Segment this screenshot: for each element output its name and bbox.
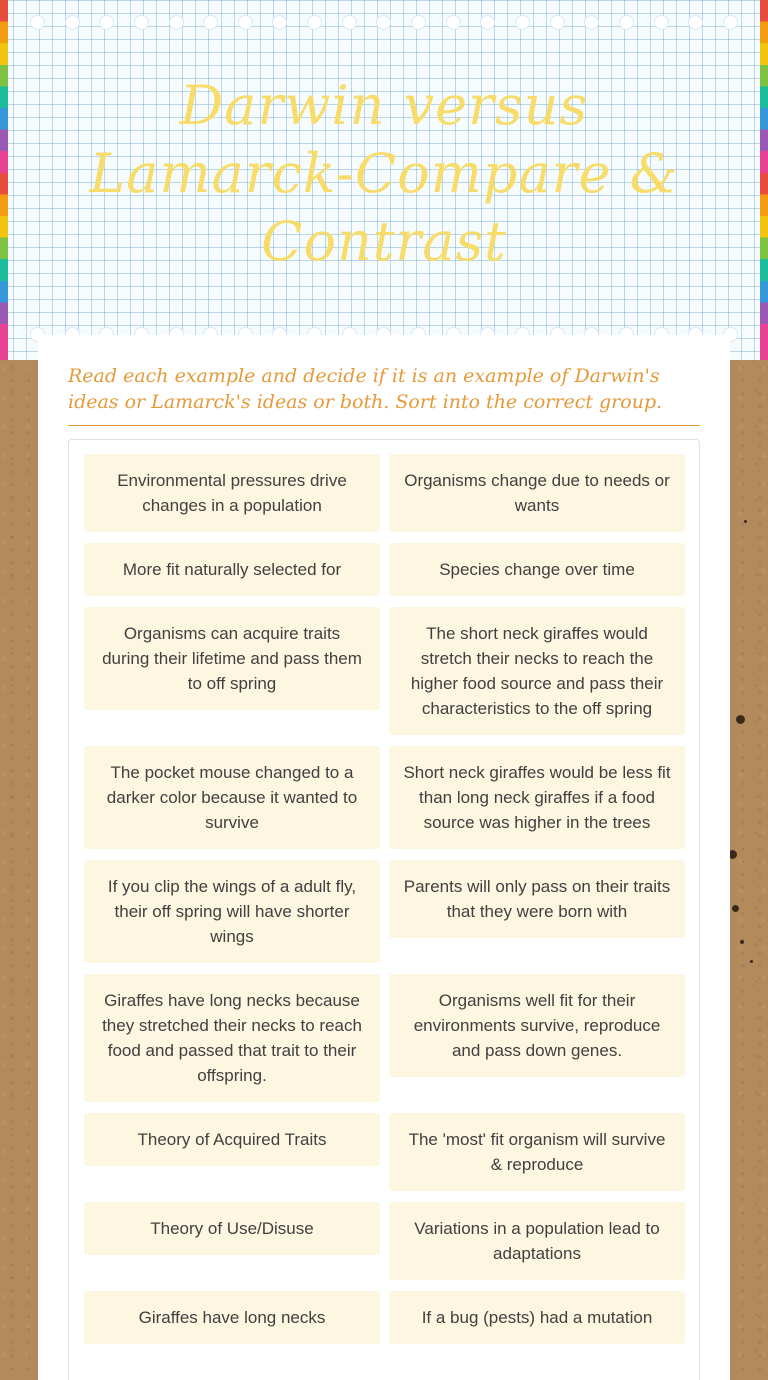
punch-hole [342, 15, 357, 30]
sort-item-tile[interactable]: If a bug (pests) had a mutation [389, 1291, 685, 1344]
sort-item-tile[interactable]: If you clip the wings of a adult fly, their off spring will have shorter wings [84, 860, 380, 963]
sort-item-tile[interactable]: Variations in a population lead to adaptations [389, 1202, 685, 1280]
worksheet-card [38, 335, 730, 1380]
sort-item-tile[interactable]: Organisms well fit for their environments survive, reproduce and pass down genes. [389, 974, 685, 1077]
sort-item-bank [68, 439, 700, 1380]
punch-hole [411, 15, 426, 30]
sort-item-tile[interactable]: Parents will only pass on their traits that they were born with [389, 860, 685, 938]
punch-hole [584, 15, 599, 30]
punch-hole [307, 15, 322, 30]
sort-item-tile[interactable]: Giraffes have long necks because they stretched their necks to reach food and passed that trait to their offspring. [84, 974, 380, 1102]
punch-holes-top [30, 15, 738, 31]
rainbow-border-left [0, 0, 8, 360]
background-speck [736, 715, 745, 724]
background-speck [750, 960, 753, 963]
punch-hole [376, 15, 391, 30]
page-title: Darwin versus Lamarck-Compare & Contrast [89, 74, 679, 273]
instructions-text: Read each example and decide if it is an example of Darwin's ideas or Lamarck's ideas or both. Sort into the correct group. [68, 363, 700, 426]
sort-item-tile[interactable]: Environmental pressures drive changes in a population [84, 454, 380, 532]
background-speck [732, 905, 739, 912]
sort-item-tile[interactable]: Short neck giraffes would be less fit than long neck giraffes if a food source was higher in the trees [389, 746, 685, 849]
punch-hole [65, 15, 80, 30]
sort-item-tile[interactable]: More fit naturally selected for [84, 543, 380, 596]
punch-hole [134, 15, 149, 30]
sort-item-tile[interactable]: Theory of Use/Disuse [84, 1202, 380, 1255]
sort-item-tile[interactable]: The short neck giraffes would stretch their necks to reach the higher food source and pass their characteristics to the off spring [389, 607, 685, 735]
punch-hole [99, 15, 114, 30]
sort-item-tile[interactable]: Theory of Acquired Traits [84, 1113, 380, 1166]
punch-hole [515, 15, 530, 30]
sort-item-tile[interactable]: Organisms can acquire traits during their lifetime and pass them to off spring [84, 607, 380, 710]
rainbow-border-right [760, 0, 768, 360]
sort-item-tile[interactable]: The pocket mouse changed to a darker color because it wanted to survive [84, 746, 380, 849]
punch-hole [30, 15, 45, 30]
sort-item-tile[interactable]: Giraffes have long necks [84, 1291, 380, 1344]
sort-item-tile[interactable]: The 'most' fit organism will survive & reproduce [389, 1113, 685, 1191]
punch-hole [272, 15, 287, 30]
background-speck [744, 520, 747, 523]
sort-item-tile[interactable]: Species change over time [389, 543, 685, 596]
sort-item-tile[interactable]: Organisms change due to needs or wants [389, 454, 685, 532]
punch-hole [169, 15, 184, 30]
punch-hole [238, 15, 253, 30]
punch-hole [203, 15, 218, 30]
punch-hole [446, 15, 461, 30]
punch-hole [688, 15, 703, 30]
punch-hole [654, 15, 669, 30]
punch-hole [619, 15, 634, 30]
punch-hole [480, 15, 495, 30]
punch-hole [723, 15, 738, 30]
background-speck [740, 940, 744, 944]
page-header [0, 0, 768, 360]
punch-hole [550, 15, 565, 30]
